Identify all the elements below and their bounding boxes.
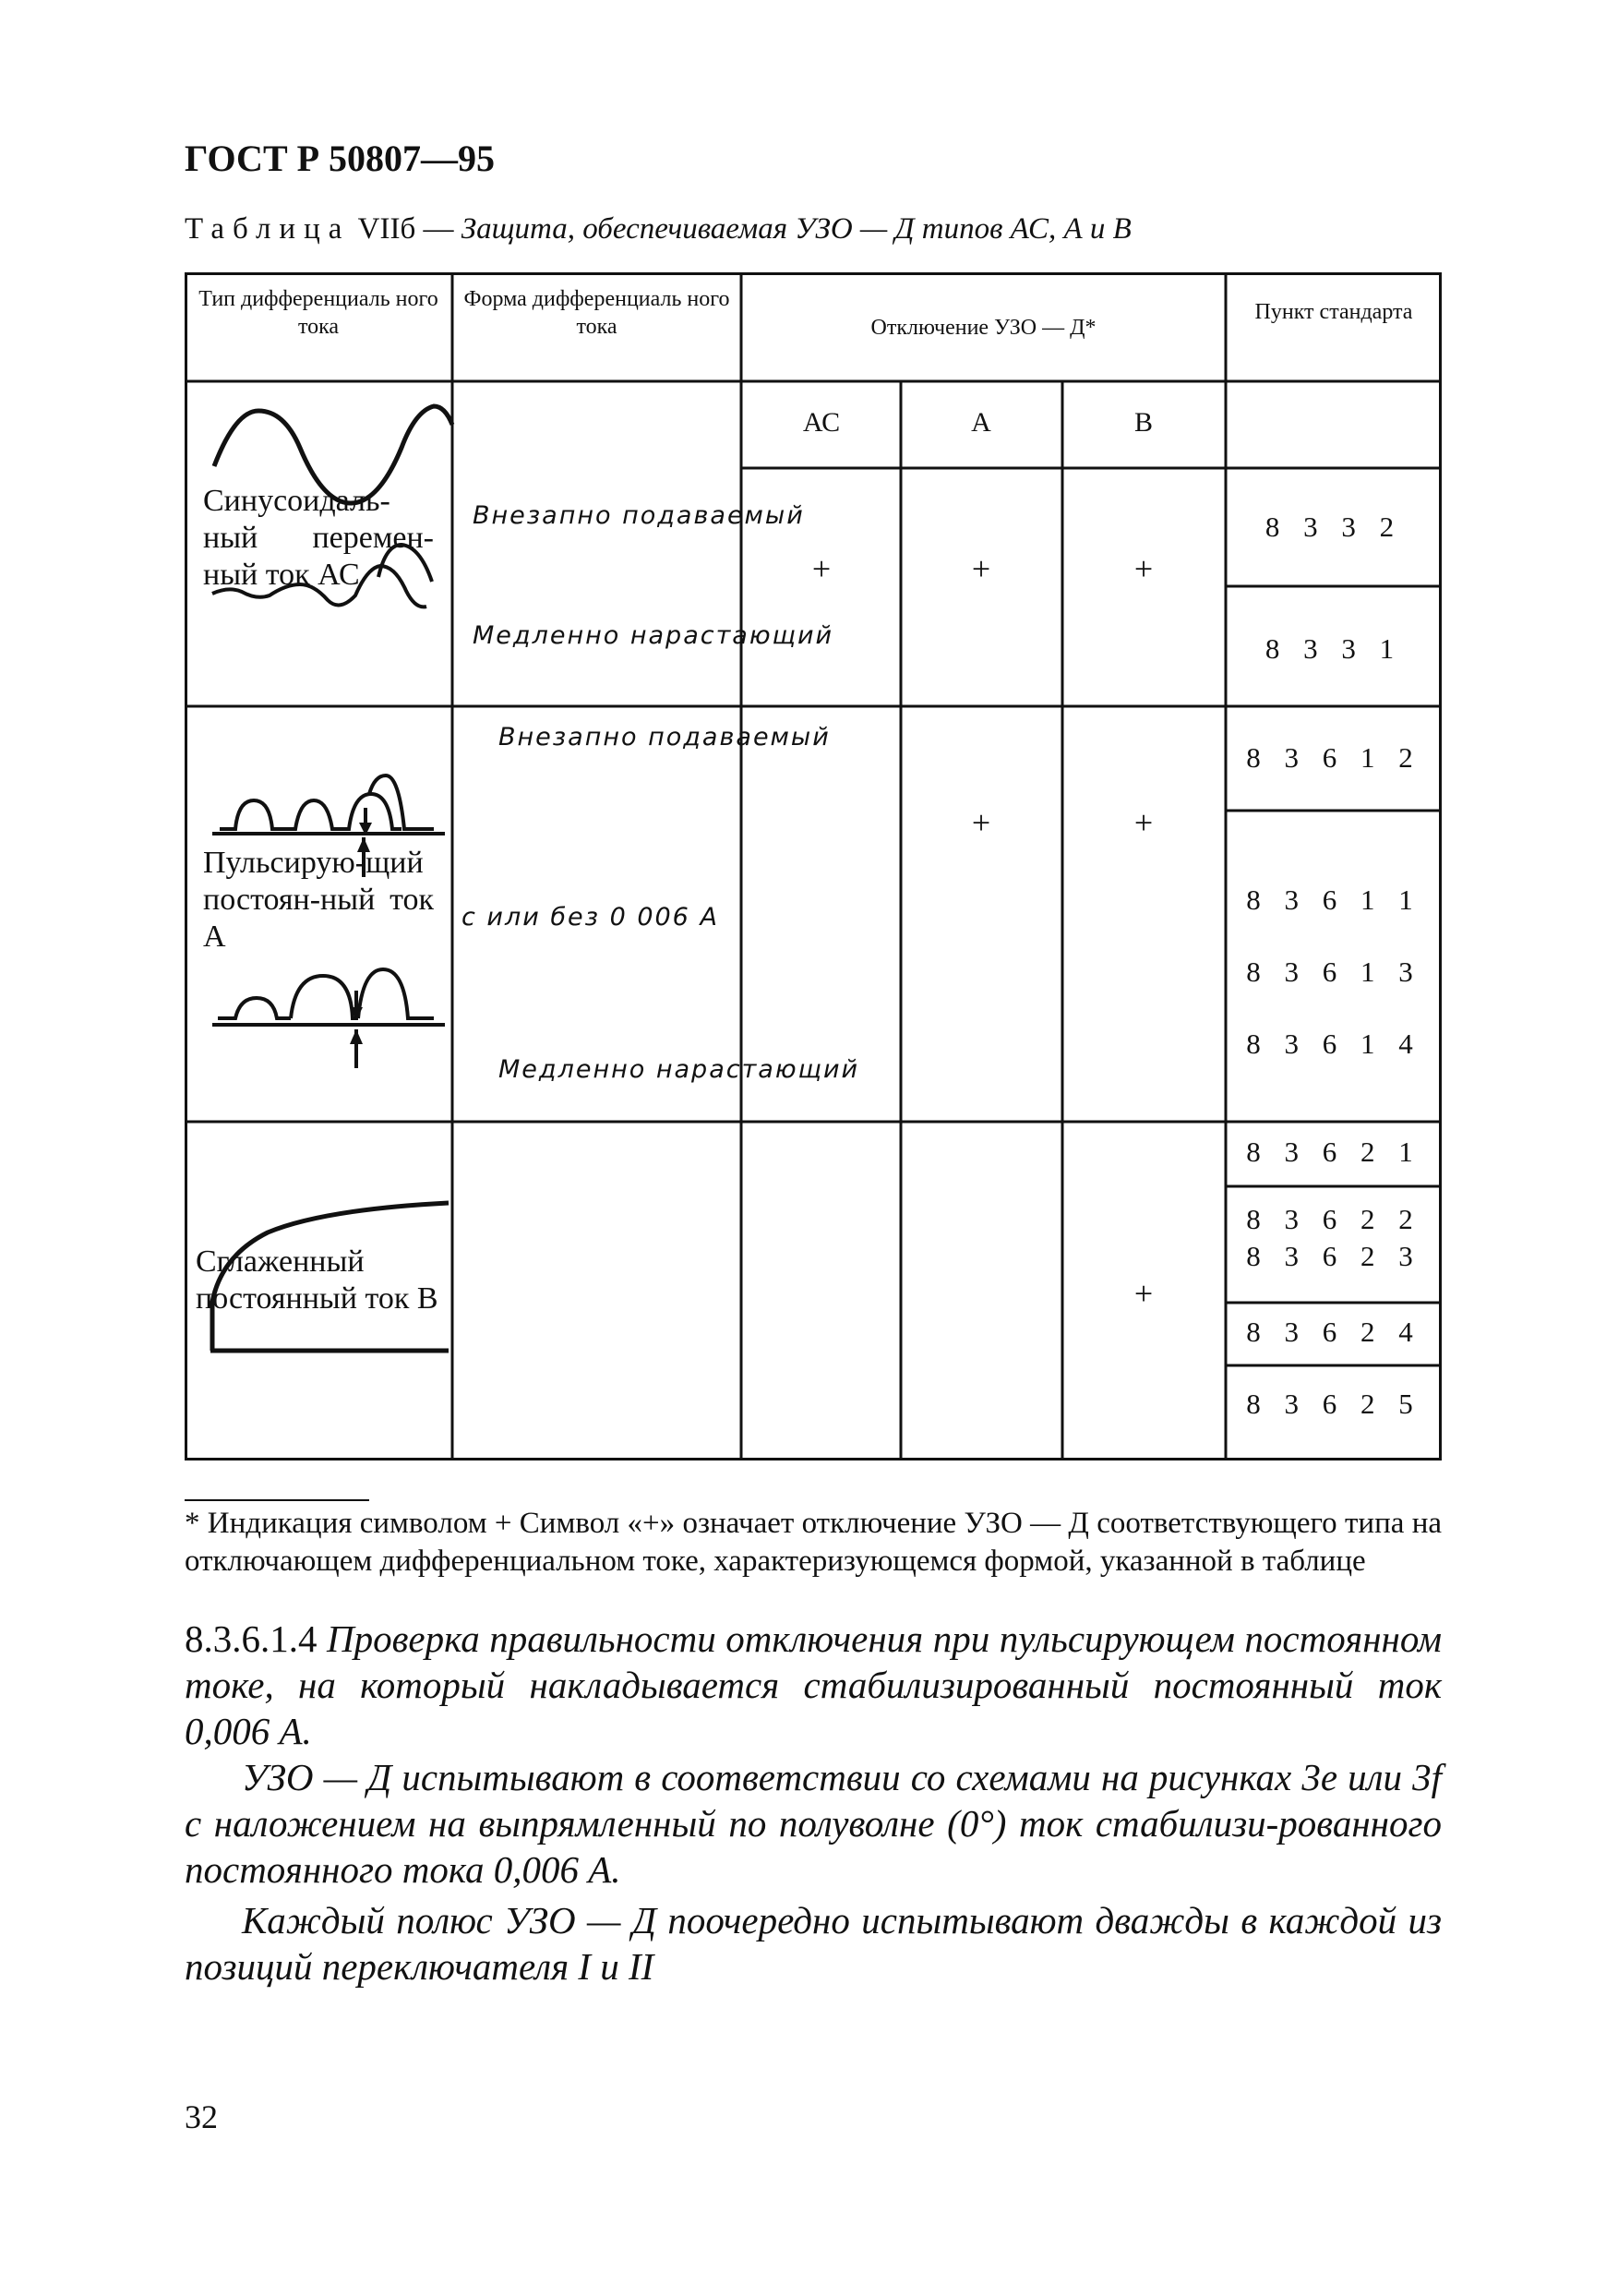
- mark-a-a: +: [971, 804, 991, 841]
- paragraph-test-scheme: УЗО — Д испытывают в соответствии со схемами на рисунках 3е или 3f с наложением на выпрямленный по полуволне (0°) ток стабилизи-рованного постоянного тока 0,006 А.: [185, 1756, 1442, 1891]
- caption-title: Защита, обеспечиваемая УЗО — Д типов АС, А и В: [461, 212, 1132, 246]
- form-note-sudden-2: [498, 723, 831, 751]
- header-trip: Отключение УЗО — Д*: [870, 316, 1097, 340]
- clause-8331: 8 3 3 1: [1264, 632, 1403, 665]
- subheader-ac: АС: [802, 407, 841, 438]
- clause-83625: 8 3 6 2 5: [1246, 1388, 1421, 1420]
- clause-83611: 8 3 6 1 1: [1246, 884, 1421, 916]
- row-label-b: Сглаженный постоянный ток В: [196, 1244, 438, 1316]
- clause-83614: 8 3 6 1 4: [1246, 1028, 1421, 1060]
- clause-83612: 8 3 6 1 2: [1246, 741, 1421, 774]
- mark-ac-ac: +: [811, 550, 832, 587]
- form-note-text: Медленно нарастающий: [498, 1055, 860, 1084]
- paragraph-text: Проверка правильности отключения при пульсирующем постоянном токе, на который накладывается стабилизированный постоянный ток 0,006 А.: [185, 1617, 1443, 1752]
- form-note-slow-2: [498, 1055, 860, 1084]
- form-note-text: Медленно нарастающий: [473, 621, 834, 650]
- clause-83622: 8 3 6 2 2: [1246, 1203, 1421, 1235]
- clause-83613: 8 3 6 1 3: [1246, 956, 1421, 988]
- document-header: ГОСТ Р 50807—95: [185, 138, 496, 179]
- table-caption: [185, 212, 1132, 246]
- paragraph-number: 8.3.6.1.4: [185, 1617, 318, 1660]
- clause-83624: 8 3 6 2 4: [1246, 1316, 1421, 1348]
- header-type: Тип дифференциаль ного тока: [198, 287, 438, 339]
- mark-b-b: +: [1133, 1275, 1154, 1312]
- form-note-slow: [473, 621, 834, 650]
- clause-8332: 8 3 3 2: [1264, 511, 1403, 543]
- row-label-a: Пульсирую-щий постоян-ный ток А: [203, 846, 434, 954]
- form-note-text: с или без 0 006 А: [461, 903, 719, 932]
- footnote: * Индикация символом + Символ «+» означает отключение УЗО — Д соответствующего типа на отключающем дифференциальном токе, характеризующемся формой, указанной в таблице: [185, 1507, 1442, 1578]
- caption-prefix: Таблица: [185, 212, 351, 246]
- row-label-ac: Синусоидаль-ный перемен-ный ток АС: [203, 484, 434, 592]
- pulsating-waveform-slow: [212, 969, 445, 1068]
- form-note-text: Внезапно подаваемый: [473, 501, 805, 530]
- clause-83623: 8 3 6 2 3: [1246, 1240, 1421, 1272]
- header-clause: Пункт стандарта: [1254, 300, 1413, 324]
- mark-ac-a: +: [971, 550, 991, 587]
- protection-table: [185, 272, 1442, 1461]
- mark-ac-b: +: [1133, 550, 1154, 587]
- form-note-text: Внезапно подаваемый: [498, 723, 831, 751]
- clause-83621: 8 3 6 2 1: [1246, 1136, 1421, 1168]
- header-form: Форма дифференциаль ного тока: [463, 287, 730, 339]
- subheader-b: В: [1133, 407, 1153, 438]
- paragraph-8-3-6-1-4: [185, 1616, 1442, 1754]
- subheader-a: А: [971, 407, 991, 438]
- page-number: 32: [185, 2098, 218, 2135]
- footnote-rule: [185, 1499, 369, 1501]
- caption-number: VIIб —: [357, 212, 454, 246]
- mark-a-b: +: [1133, 804, 1154, 841]
- form-note-offset: [461, 905, 738, 931]
- form-note-sudden: [473, 501, 805, 530]
- paragraph-each-pole: Каждый полюс УЗО — Д поочередно испытывают дважды в каждой из позиций переключателя I и II: [185, 1899, 1442, 1988]
